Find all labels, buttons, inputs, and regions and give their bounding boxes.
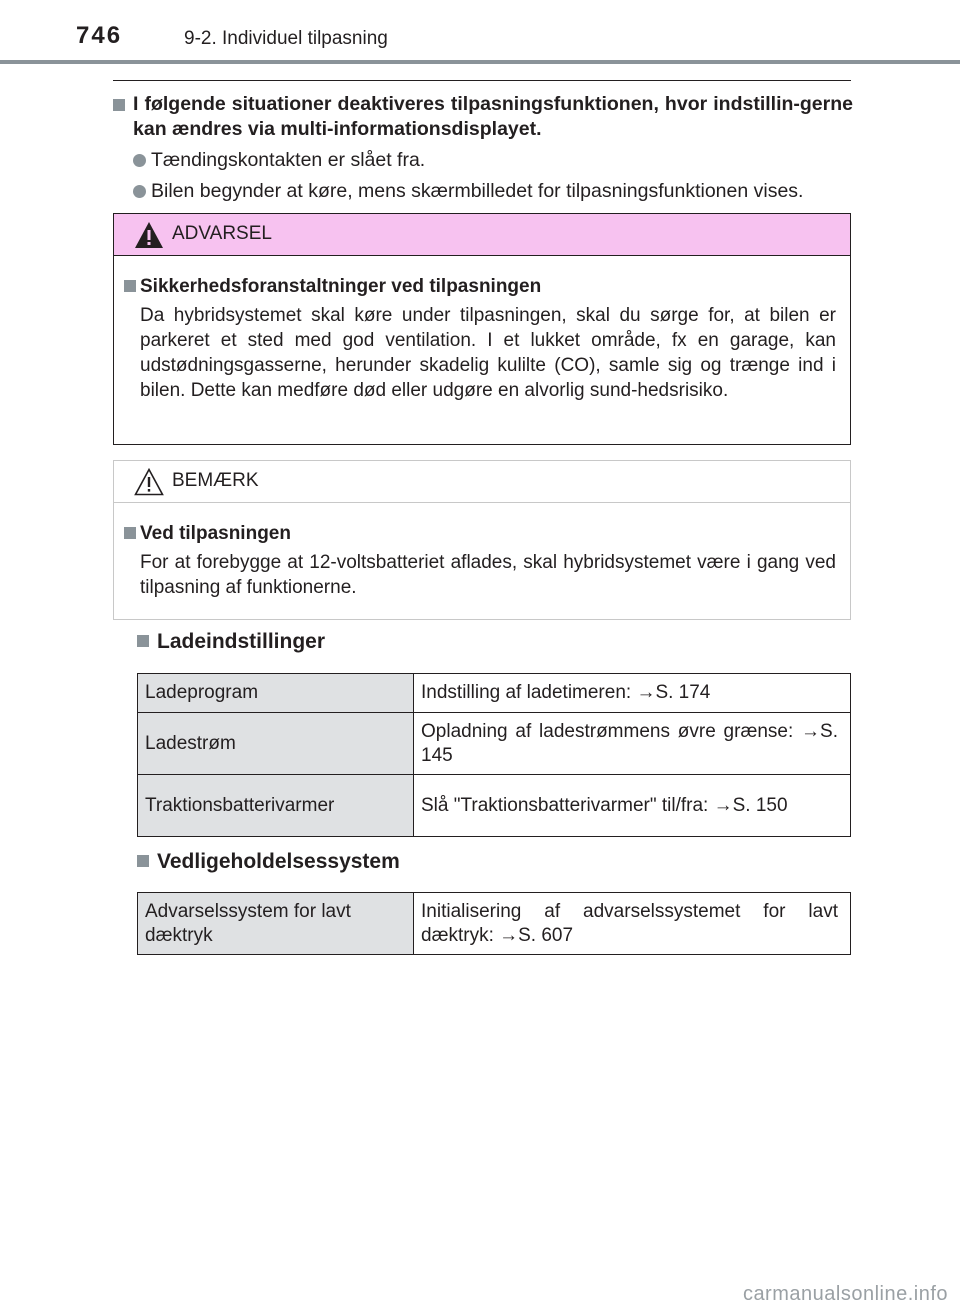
square-bullet-icon	[137, 855, 149, 867]
table-value: Initialisering af advarselssystemet for lavt dæktryk: →S. 607	[414, 893, 851, 955]
section-heading	[137, 850, 400, 874]
settings-table-maintenance	[137, 892, 851, 955]
list-item-text: Bilen begynder at køre, mens skærmbilledet for tilpasningsfunktionen vises.	[151, 180, 804, 202]
watermark: carmanualsonline.info	[742, 1283, 948, 1305]
list-item-text: Tændingskontakten er slået fra.	[151, 149, 426, 171]
square-bullet-icon	[137, 635, 149, 647]
table-value: Opladning af ladestrømmens øvre grænse: →S. 145	[414, 713, 851, 775]
warning-subheading	[124, 274, 836, 299]
chapter-title: 9-2. Individuel tilpasning	[184, 28, 388, 49]
note-bar	[114, 461, 850, 503]
section-heading	[137, 630, 325, 654]
section-heading-text: Ladeindstillinger	[157, 630, 326, 653]
intro-heading	[113, 92, 853, 142]
square-bullet-icon	[113, 99, 125, 111]
warning-label: ADVARSEL	[172, 223, 272, 244]
square-bullet-icon	[124, 280, 136, 292]
section-rule	[113, 80, 851, 81]
table-row	[138, 893, 851, 955]
caution-triangle-icon	[134, 467, 164, 497]
note-subheading	[124, 521, 836, 546]
warning-text: Da hybridsystemet skal køre under tilpasningen, skal du sørge for, at bilen er parkeret et sted med god ventilation. I et lukket område, fx en garage, kan udstødningsgasserne, herunder skadelig kulilte (CO), samle sig og trænge ind i bilen. Dette kan medføre død eller udgøre en alvorlig sund-hedsrisiko.	[140, 305, 836, 401]
round-bullet-icon	[133, 185, 146, 198]
table-key: Ladeprogram	[138, 674, 414, 713]
warning-body	[114, 256, 850, 403]
table-row	[138, 674, 851, 713]
note-body	[114, 503, 850, 600]
header-rule	[0, 60, 960, 64]
section-heading-text: Vedligeholdelsessystem	[157, 850, 400, 873]
warning-bar	[114, 214, 850, 256]
intro-block	[113, 92, 853, 204]
list-item	[133, 148, 853, 173]
table-key: Advarselssystem for lavt dæktryk	[138, 893, 414, 955]
round-bullet-icon	[133, 154, 146, 167]
table-value: Indstilling af ladetimeren: →S. 174	[414, 674, 851, 713]
intro-heading-text: I følgende situationer deaktiveres tilpasningsfunktionen, hvor indstillin-gerne kan ændres via multi-informationsdisplayet.	[133, 93, 853, 140]
square-bullet-icon	[124, 527, 136, 539]
table-key: Ladestrøm	[138, 713, 414, 775]
note-subheading-text: Ved tilpasningen	[140, 523, 291, 544]
warning-triangle-icon	[134, 220, 164, 250]
table-value: Slå "Traktionsbatterivarmer" til/fra: →S. 150	[414, 775, 851, 837]
settings-table-charging	[137, 673, 851, 837]
warning-subheading-text: Sikkerhedsforanstaltninger ved tilpasningen	[140, 276, 542, 297]
warning-box	[113, 213, 851, 445]
table-row	[138, 713, 851, 775]
note-text: For at forebygge at 12-voltsbatteriet aflades, skal hybridsystemet være i gang ved tilpasning af funktionerne.	[140, 552, 836, 598]
table-key: Traktionsbatterivarmer	[138, 775, 414, 837]
note-label: BEMÆRK	[172, 470, 259, 491]
table-row	[138, 775, 851, 837]
list-item	[133, 179, 853, 204]
note-box	[113, 460, 851, 620]
page-header	[0, 0, 960, 62]
page-number: 746	[76, 22, 123, 49]
